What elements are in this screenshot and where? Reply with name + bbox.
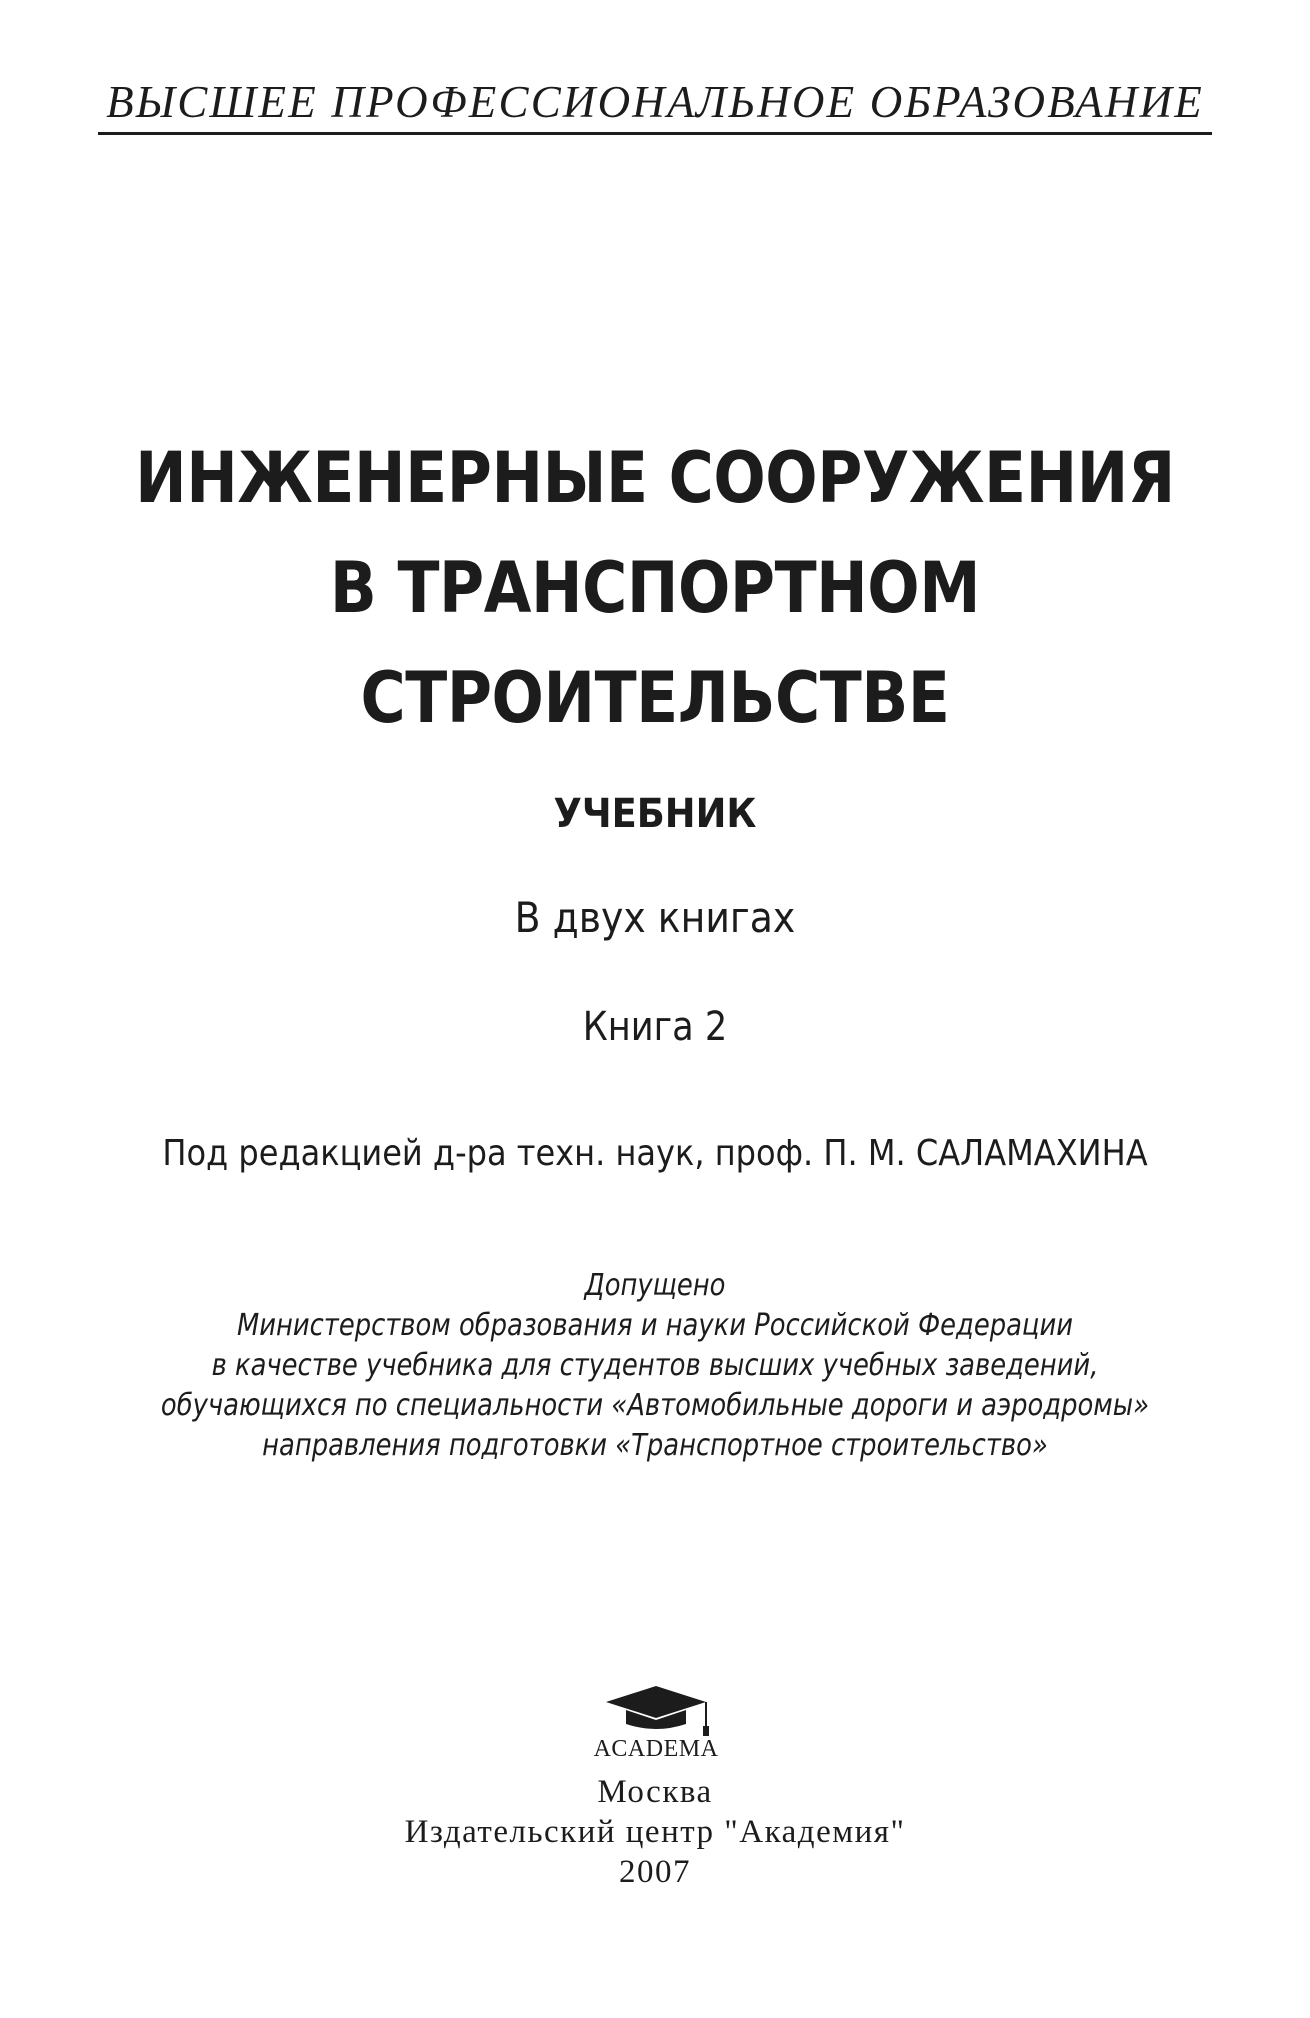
series-title: ВЫСШЕЕ ПРОФЕССИОНАЛЬНОЕ ОБРАЗОВАНИЕ (106, 77, 1204, 127)
imprint-year: 2007 (619, 1854, 691, 1890)
document-type: УЧЕБНИК (553, 791, 757, 837)
imprint-city: Москва (597, 1774, 713, 1810)
approval-line-1: Допущено (584, 1268, 726, 1303)
volumes-note: В двух книгах (514, 893, 796, 942)
graduation-cap-icon (586, 1680, 726, 1760)
book-title (131, 423, 1178, 753)
book-number: Книга 2 (582, 1004, 728, 1050)
editor-credit: Под редакцией д-ра техн. наук, проф. П. М. САЛАМАХИНА (162, 1133, 1148, 1174)
approval-notice (161, 1266, 1150, 1466)
approval-line-2: Министерством образования и науки Российской Федерации (236, 1308, 1074, 1343)
book-title-line-1: ИНЖЕНЕРНЫЕ СООРУЖЕНИЯ (135, 437, 1175, 519)
approval-line-5: направления подготовки «Транспортное строительство» (262, 1428, 1048, 1463)
book-title-line-2: В ТРАНСПОРТНОМ (329, 547, 981, 629)
imprint (0, 1772, 1310, 1892)
book-title-line-3: СТРОИТЕЛЬСТВЕ (360, 657, 950, 739)
series-divider (98, 132, 1212, 135)
publisher-logo (586, 1680, 726, 1760)
imprint-publisher: Издательский центр "Академия" (404, 1814, 906, 1850)
approval-line-3: в качестве учебника для студентов высших учебных заведений, (211, 1348, 1099, 1383)
logo-wordmark: ACADEMA (593, 1736, 719, 1760)
approval-line-4: обучающихся по специальности «Автомобильные дороги и аэродромы» (160, 1388, 1150, 1423)
